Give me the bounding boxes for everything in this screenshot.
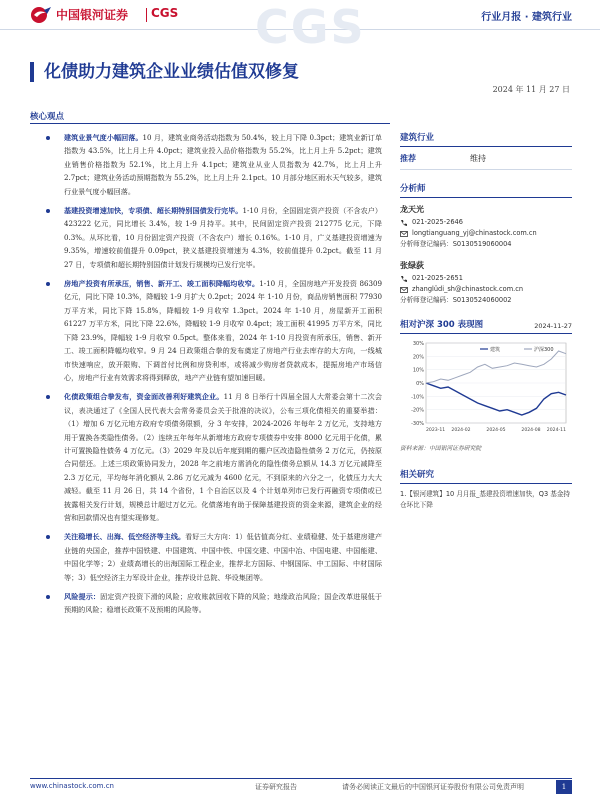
footer-disclaimer: 请务必阅读正文最后的中国银河证券股份有限公司免责声明 — [342, 783, 524, 791]
y-tick-label: 10% — [412, 367, 424, 374]
analyst-heading: 分析师 — [400, 182, 572, 198]
x-tick-label: 2024-05 — [486, 428, 506, 433]
bullet-lead: 关注稳增长、出海、低空经济等主线。 — [64, 532, 186, 542]
analyst-phone-row — [400, 273, 572, 284]
relative-performance-chart — [400, 337, 572, 441]
chart-source: 资料来源：中国银河证券研究院 — [400, 446, 482, 452]
report-date: 2024 年 11 月 27 日 — [492, 85, 570, 94]
y-tick-label: -10% — [411, 394, 424, 401]
header-watermark: CGS — [255, 0, 366, 54]
chart-date: 2024-11-27 — [534, 322, 572, 330]
legend-label: 沪深300 — [534, 347, 554, 353]
rating-value: 维持 — [470, 154, 486, 163]
footer-doc-type: 证券研究报告 — [255, 783, 297, 791]
bullet-dot-icon — [46, 209, 50, 213]
x-tick-label: 2023-11 — [426, 428, 446, 433]
analyst-phone: 021-2025-2651 — [412, 274, 463, 282]
analyst-phone-row — [400, 217, 572, 228]
report-type-label: 行业月报 · 建筑行业 — [481, 12, 572, 23]
bullet-dot-icon — [46, 136, 50, 140]
cgs-logo-icon — [30, 6, 52, 24]
analyst-email[interactable]: zhanglüdi_sh@chinastock.com.cn — [412, 285, 524, 293]
x-tick-label: 2024-08 — [521, 428, 541, 433]
core-views-list — [30, 131, 382, 623]
bullet-item — [30, 131, 382, 198]
footer-website[interactable]: www.chinastock.com.cn — [30, 782, 114, 790]
phone-icon — [400, 275, 408, 283]
analyst-email[interactable]: longtianguang_yj@chinastock.com.cn — [412, 229, 537, 237]
rating-key: 推荐 — [400, 154, 416, 163]
core-views-heading: 核心观点 — [30, 112, 65, 122]
industry-label: 建筑行业 — [400, 131, 572, 147]
bullet-body: 1-10 月，全国房地产开发投资 86309 亿元，同比下降 10.3%，降幅较 1-9 月扩大 0.2pct；2024 年 1-10 月份，商品房销售面积 77930 万平方米，同比下降 15.8%，降幅较 1-9 月收窄 1.3pct。2024 年 1-10 月，房屋新开工面积 61227 万平方米，同比下降 22.6%，降幅较 1-9 月收窄 0.4pct；竣工面积 41995 万平方米，同比下降 23.9%，降幅较 1-9 月收窄 0.5pct。整体来看，2024 年 1-10 月投资有所承压，销售、新开工、竣工面积降幅均收窄。9 月 24 日政策组合拳的发布奠定了房地产行业去库存的大方向，一线城市快速响应，放开限购、下调首付比例和房贷利率，或将减少购房者贷款成本，提振房地产市场信心，房地产行业有效需求将得到释放，地产产业链有望加速回暖。 — [64, 279, 383, 382]
y-tick-label: 30% — [412, 341, 424, 347]
bullet-lead: 化债政策组合拳发布，资金面改善利好建筑企业。 — [64, 392, 224, 402]
brand-divider — [146, 8, 147, 22]
rating-row — [400, 153, 572, 170]
bullet-body: 10 月，建筑业商务活动指数为 50.4%，较上月下降 0.3pct；建筑业新订单指数为 43.5%，比上月上升 4.0pct；建筑业投入品价格指数为 55.2%，比上月上升 5.2pct；建筑业销售价格指数为 52.1%，比上月上升 4.1pct；建筑业从业人员指数为 42.7%，比上月上升 2.7pct；建筑业务活动预期指数为 55.2%，比上月上升 2.1pct。10 月部分地区雨水天气较多，建筑行业景气度小幅回落。 — [64, 133, 382, 196]
related-research-item[interactable]: 1.【银河建筑】10 月月报_基建投资增速加快，Q3 基金持仓环比下降 — [400, 490, 571, 509]
brand-name-en: CGS — [151, 6, 179, 20]
bullet-body: 1-10 月份，全国固定资产投资（不含农户）423222 亿元，同比增长 3.4%，较 1-9 月持平。其中，民间固定资产投资 212775 亿元，下降 0.3%。从环比看，10 月份固定资产投资（不含农户）增长 0.16%。1-10 月，广义基建投资增速为 9.35%，增速较前值提升 0.09pct，狭义基建投资增速为 4.3%，较前值提升 0.2pct。截至 11 月 27 日，专项债和超长期特别国债计划发行规模均已发行完毕。 — [64, 206, 382, 269]
bullet-body: 固定资产投资下滑的风险；应收账款回收下降的风险；地缘政治风险；国企改革进展低于预期的风险；稳增长政策不及预期的风险等。 — [64, 592, 383, 615]
analyst-card — [400, 260, 572, 306]
email-icon — [400, 230, 408, 238]
bullet-dot-icon — [46, 395, 50, 399]
bullet-body: 11 月 8 日举行十四届全国人大常委会第十二次会议，表决通过了《全国人民代表大会常务委员会关于批准的决议》，公布三项化债相关的重要举措：（1）增加 6 万亿元地方政府专项债务限额，分 3 年安排，2024-2026 年每年 2 万亿元，支持地方用于置换各类隐性债务。（2）连续五年每年从新增地方政府专项债券中安排 8000 亿元用于化债，累计可置换隐性债务 4 万亿元。（3）2029 年及以后年度到期的棚户区改造隐性债务 2 万亿元，仍按原合同偿还。上述三项政策协同发力，2028 年之前地方需消化的隐性债务总额从 14.3 万亿元减降至 2.3 万亿元，平均每年消化额从 2.86 万亿元减为 4600 亿元，不到原来的六分之一，化债压力大大减轻。截至 11 月 26 日，共 14 个省份，1 个自治区以及 4 个计划单列市已发行再融资专项债或已披露相关发行计划，规模总计超过万亿元。化债落地有助于保障基建投资的资金来源，建筑企业的经营和回款情况也有望实现修复。 — [64, 392, 382, 522]
phone-icon — [400, 219, 408, 227]
analyst-email-row — [400, 228, 572, 239]
bullet-lead: 基建投资增速加快，专项债、超长期特别国债发行完毕。 — [64, 206, 243, 216]
analyst-phone: 021-2025-2646 — [412, 218, 463, 226]
y-tick-label: 0% — [416, 381, 424, 387]
legend-label: 建筑 — [490, 347, 501, 353]
analyst-name: 龙天光 — [400, 205, 424, 214]
y-tick-label: 20% — [412, 354, 424, 361]
x-tick-label: 2024-02 — [451, 428, 471, 433]
series-line — [426, 383, 566, 415]
bullet-lead: 房地产投资有所承压，销售、新开工、竣工面积降幅均收窄。 — [64, 279, 260, 289]
analyst-email-row — [400, 284, 572, 295]
brand-name-cn: 中国银河证券 — [56, 8, 129, 22]
chart-header — [400, 318, 572, 334]
bullet-dot-icon — [46, 282, 50, 286]
y-tick-label: -30% — [411, 421, 424, 427]
analyst-license: 分析师登记编码：S0130524060002 — [400, 296, 512, 304]
bullet-dot-icon — [46, 535, 50, 539]
footer-divider — [30, 778, 572, 779]
y-tick-label: -20% — [411, 407, 424, 414]
related-research-heading: 相关研究 — [400, 468, 572, 484]
analyst-license: 分析师登记编码：S0130519060004 — [400, 240, 512, 248]
page-number: 1 — [556, 780, 572, 794]
x-tick-label: 2024-11 — [546, 428, 566, 433]
chart-title: 相对沪深 300 表现图 — [400, 320, 484, 330]
sidebar — [400, 131, 572, 511]
series-line — [426, 351, 566, 383]
analyst-name: 张绿荻 — [400, 261, 424, 270]
bullet-item — [30, 590, 382, 617]
bullet-body: 看好三大方向：1）低估值高分红、业绩稳健、处于基建房建产业链的央国企，推荐中国铁建、中国建筑、中国中铁、中国交建、中国中冶、中国电建、中国能建、中国化学等；2）业绩高增长的出海国际工程企业，推荐北方国际、中钢国际、中工国际、中材国际等；3）低空经济主力军设计企业，推荐设计总院、华设集团等。 — [64, 532, 383, 582]
bullet-item — [30, 277, 382, 384]
email-icon — [400, 286, 408, 294]
bullet-lead: 风险提示： — [64, 592, 101, 601]
section-divider — [30, 123, 390, 124]
bullet-dot-icon — [46, 595, 50, 599]
report-title: 化债助力建筑企业业绩估值双修复 — [30, 62, 299, 82]
bullet-lead: 建筑业景气度小幅回落。 — [64, 133, 143, 142]
analyst-card — [400, 204, 572, 250]
bullet-item — [30, 204, 382, 271]
bullet-item — [30, 530, 382, 584]
bullet-item — [30, 390, 382, 524]
